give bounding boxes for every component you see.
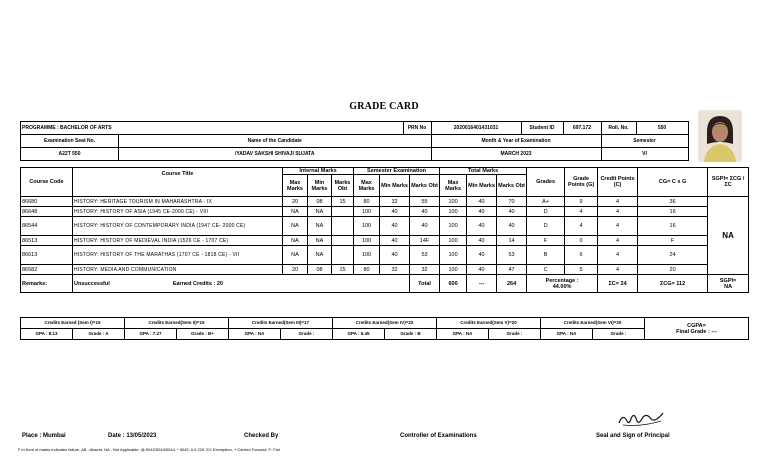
course-title: HISTORY: HISTORY OF MEDIEVAL INDIA (1526 CE - 1707 CE) xyxy=(73,236,283,246)
course-cg: 24 xyxy=(638,246,708,265)
course-int-min: NA xyxy=(308,217,332,236)
course-int-obt xyxy=(332,207,354,217)
percentage-label: Percentage : xyxy=(545,277,579,284)
course-int-obt: 15 xyxy=(332,197,354,207)
course-gp: 4 xyxy=(565,207,598,217)
course-sem-obt: 55 xyxy=(410,197,440,207)
header-sem-obt: Marks Obt xyxy=(410,175,440,197)
course-sem-obt: 40 xyxy=(410,207,440,217)
header-cg: CG= C x G xyxy=(638,168,708,197)
sgpi-sum-value: NA xyxy=(724,283,733,290)
course-sem-obt: 32 xyxy=(410,265,440,275)
course-int-obt xyxy=(332,217,354,236)
course-tot-obt: 47 xyxy=(497,265,527,275)
grade-sem-5: Grade : xyxy=(489,329,541,340)
header-grades: Grades xyxy=(527,168,565,197)
roll-label: Roll. No. xyxy=(601,122,636,135)
course-int-obt xyxy=(332,236,354,246)
course-int-max: NA xyxy=(283,236,308,246)
course-int-max: NA xyxy=(283,246,308,265)
course-tot-obt: 40 xyxy=(497,207,527,217)
course-row xyxy=(21,197,749,207)
course-code: 86582 xyxy=(21,265,73,275)
header-sgpi: SGPI= ΣCG / ΣC xyxy=(708,168,749,197)
course-row xyxy=(21,246,749,265)
course-tot-max: 100 xyxy=(440,246,467,265)
course-grade: D xyxy=(527,207,565,217)
header-credit-points: Credit Points (C) xyxy=(598,168,638,197)
student-id-value: 697,172 xyxy=(563,122,601,135)
course-tot-max: 100 xyxy=(440,197,467,207)
principal-signature xyxy=(617,407,667,429)
seat-label: Examination Seat No. xyxy=(21,135,119,148)
header-int-obt: Marks Obt xyxy=(332,175,354,197)
course-int-max: 20 xyxy=(283,197,308,207)
gpa-sem-5: GPA : NA xyxy=(437,329,489,340)
course-row xyxy=(21,265,749,275)
course-grade: C xyxy=(527,265,565,275)
controller-of-examinations: Controller of Examinations xyxy=(400,433,477,439)
sgpi-sum-cell xyxy=(708,275,749,293)
gpa-sem-4: GPA : 6.45 xyxy=(333,329,385,340)
course-sem-min: 40 xyxy=(380,207,410,217)
course-tot-min: 40 xyxy=(467,197,497,207)
percentage-value: 44.00% xyxy=(552,283,572,290)
gpa-sem-6: GPA : NA xyxy=(541,329,593,340)
total-obt: 264 xyxy=(497,275,527,293)
gpa-sem-2: GPA : 7.27 xyxy=(125,329,177,340)
course-row xyxy=(21,217,749,236)
name-label: Name of the Candidate xyxy=(119,135,432,148)
course-cp: 4 xyxy=(598,246,638,265)
grade-sem-4: Grade : B xyxy=(385,329,437,340)
earned-credits: Earned Credits : 20 xyxy=(172,280,223,287)
header-total: Total Marks xyxy=(440,168,527,175)
course-int-max: 20 xyxy=(283,265,308,275)
course-sem-max: 100 xyxy=(354,217,380,236)
course-tot-max: 100 xyxy=(440,217,467,236)
course-gp: 9 xyxy=(565,197,598,207)
month-value: MARCH 2023 xyxy=(431,148,601,161)
course-sem-min: 40 xyxy=(380,217,410,236)
course-tot-min: 40 xyxy=(467,246,497,265)
total-min: --- xyxy=(467,275,497,293)
course-sem-max: 80 xyxy=(354,265,380,275)
course-title: HISTORY: MEDIA AND COMMUNICATION xyxy=(73,265,283,275)
course-cg: 20 xyxy=(638,265,708,275)
course-cg: 36 xyxy=(638,197,708,207)
course-int-min: NA xyxy=(308,246,332,265)
month-label: Month & Year of Examination xyxy=(431,135,601,148)
course-tot-min: 40 xyxy=(467,207,497,217)
student-id-label: Student ID xyxy=(521,122,563,135)
gpa-sem-1: GPA : 8.13 xyxy=(21,329,73,340)
course-int-max: NA xyxy=(283,207,308,217)
course-sem-max: 100 xyxy=(354,246,380,265)
cgpa-label: CGPA= xyxy=(687,322,706,329)
course-code: 86648 xyxy=(21,207,73,217)
header-internal: Internal Marks xyxy=(283,168,354,175)
course-sem-min: 32 xyxy=(380,265,410,275)
final-grade: Final Grade : --- xyxy=(676,328,717,335)
grade-sem-3: Grade : xyxy=(281,329,333,340)
checked-by: Checked By xyxy=(244,433,279,439)
seat-value: A22T 550 xyxy=(21,148,119,161)
course-int-min: 08 xyxy=(308,197,332,207)
course-int-min: 08 xyxy=(308,265,332,275)
seal-and-sign: Seal and Sign of Principal xyxy=(596,433,670,439)
header-course-title: Course Title xyxy=(73,168,283,197)
course-code: 86613 xyxy=(21,246,73,265)
course-cp: 4 xyxy=(598,265,638,275)
total-max: 600 xyxy=(440,275,467,293)
course-gp: 6 xyxy=(565,246,598,265)
course-tot-min: 40 xyxy=(467,236,497,246)
ic-value: ΣC= 24 xyxy=(598,275,638,293)
course-int-min: NA xyxy=(308,236,332,246)
course-title: HISTORY: HISTORY OF THE MARATHAS (1707 CE - 1818 CE) - VII xyxy=(73,246,283,265)
total-label: Total xyxy=(410,275,440,293)
grade-sem-6: Grade : xyxy=(593,329,645,340)
course-row xyxy=(21,207,749,217)
grade-sem-1: Grade : A xyxy=(73,329,125,340)
course-cp: 4 xyxy=(598,207,638,217)
course-rows xyxy=(21,197,749,275)
course-sem-min: 40 xyxy=(380,236,410,246)
course-tot-max: 100 xyxy=(440,265,467,275)
course-tot-max: 100 xyxy=(440,207,467,217)
document-title: GRADE CARD xyxy=(349,101,419,112)
credits-sem-5: Credits Earned(Sem V)=20 xyxy=(437,318,541,329)
course-sem-obt: 40 xyxy=(410,217,440,236)
course-tot-max: 100 xyxy=(440,236,467,246)
course-tot-obt: 53 xyxy=(497,246,527,265)
remarks-label: Remarks: xyxy=(21,275,73,293)
course-sem-obt: 53 xyxy=(410,246,440,265)
date: Date : 13/05/2023 xyxy=(108,433,157,439)
course-int-obt xyxy=(332,246,354,265)
photo-cell xyxy=(688,122,748,161)
semester-label: Semester xyxy=(601,135,688,148)
course-tot-min: 40 xyxy=(467,265,497,275)
course-sem-min: 40 xyxy=(380,246,410,265)
sgpi-sum-label: SGPI= xyxy=(719,277,737,284)
course-grade: B xyxy=(527,246,565,265)
header-semester-exam: Semester Examination xyxy=(354,168,440,175)
course-sem-max: 80 xyxy=(354,197,380,207)
credits-sem-3: Credits Earned(Sem III)=17 xyxy=(229,318,333,329)
prn-value: 2020016401431031 xyxy=(431,122,521,135)
candidate-info-table xyxy=(20,121,748,161)
prn-label: PRN No xyxy=(403,122,431,135)
percentage-cell xyxy=(527,275,598,293)
cgpa-cell xyxy=(645,318,749,340)
course-sem-max: 100 xyxy=(354,207,380,217)
course-title: HISTORY: HISTORY OF CONTEMPORARY INDIA (1947 CE- 2000 CE) xyxy=(73,217,283,236)
course-tot-obt: 14 xyxy=(497,236,527,246)
footnote: F in front of marks indicates failure, AB : Absent, NA : Not Applicable, @ 5042/5043/5044, * 5045, # 0.229, EX Exemption, + Carried Forward, F: Fail xyxy=(18,447,280,452)
course-tot-obt: 70 xyxy=(497,197,527,207)
course-code: 86544 xyxy=(21,217,73,236)
course-title: HISTORY: HERITAGE TOURISM IN MAHARASHTRA - IX xyxy=(73,197,283,207)
course-cp: 4 xyxy=(598,217,638,236)
course-gp: 0 xyxy=(565,236,598,246)
header-int-max: Max Marks xyxy=(283,175,308,197)
header-int-min: Min Marks xyxy=(308,175,332,197)
header-tot-max: Max Marks xyxy=(440,175,467,197)
semester-value: VI xyxy=(601,148,688,161)
course-int-min: NA xyxy=(308,207,332,217)
course-cg: 16 xyxy=(638,217,708,236)
header-tot-min: Min Marks xyxy=(467,175,497,197)
remarks-value: Unsuccessful xyxy=(74,280,110,287)
course-sem-min: 32 xyxy=(380,197,410,207)
course-cg: F xyxy=(638,236,708,246)
course-gp: 4 xyxy=(565,217,598,236)
course-grade: F xyxy=(527,236,565,246)
header-sem-max: Max Marks xyxy=(354,175,380,197)
credits-sem-6: Credits Earned(Sem VI)=20 xyxy=(541,318,645,329)
course-int-max: NA xyxy=(283,217,308,236)
header-tot-obt: Marks Obt xyxy=(497,175,527,197)
course-cp: 4 xyxy=(598,197,638,207)
candidate-name: /YADAV SAKSHI SHIVAJI SUJATA xyxy=(119,148,432,161)
course-grade: A+ xyxy=(527,197,565,207)
course-row xyxy=(21,236,749,246)
course-cg: 16 xyxy=(638,207,708,217)
icg-value: ΣCG= 112 xyxy=(638,275,708,293)
marks-table xyxy=(20,167,749,293)
roll-value: 550 xyxy=(636,122,688,135)
course-tot-min: 40 xyxy=(467,217,497,236)
credits-sem-4: Credits Earned(Sem IV)=22 xyxy=(333,318,437,329)
grade-sem-2: Grade : B+ xyxy=(177,329,229,340)
programme: PROGRAMME : BACHELOR OF ARTS xyxy=(21,122,404,135)
course-code: 86680 xyxy=(21,197,73,207)
course-code: 86513 xyxy=(21,236,73,246)
credits-sem-1: Credits Earned (Sem I)=15 xyxy=(21,318,125,329)
credits-sem-2: Credits Earned(Sem II)=15 xyxy=(125,318,229,329)
header-sem-min: Min Marks xyxy=(380,175,410,197)
course-sem-max: 100 xyxy=(354,236,380,246)
course-int-obt: 15 xyxy=(332,265,354,275)
course-title: HISTORY: HISTORY OF ASIA (1945 CE-2000 CE) - VIII xyxy=(73,207,283,217)
sgpi-value: NA xyxy=(708,197,749,275)
course-gp: 5 xyxy=(565,265,598,275)
remarks-cell xyxy=(73,275,410,293)
course-cp: 4 xyxy=(598,236,638,246)
course-tot-obt: 40 xyxy=(497,217,527,236)
course-sem-obt: 14F xyxy=(410,236,440,246)
course-grade: D xyxy=(527,217,565,236)
credits-table xyxy=(20,317,749,340)
header-grade-points: Grade Points (G) xyxy=(565,168,598,197)
place: Place : Mumbai xyxy=(22,433,66,439)
header-course-code: Course Code xyxy=(21,168,73,197)
gpa-sem-3: GPA : NA xyxy=(229,329,281,340)
